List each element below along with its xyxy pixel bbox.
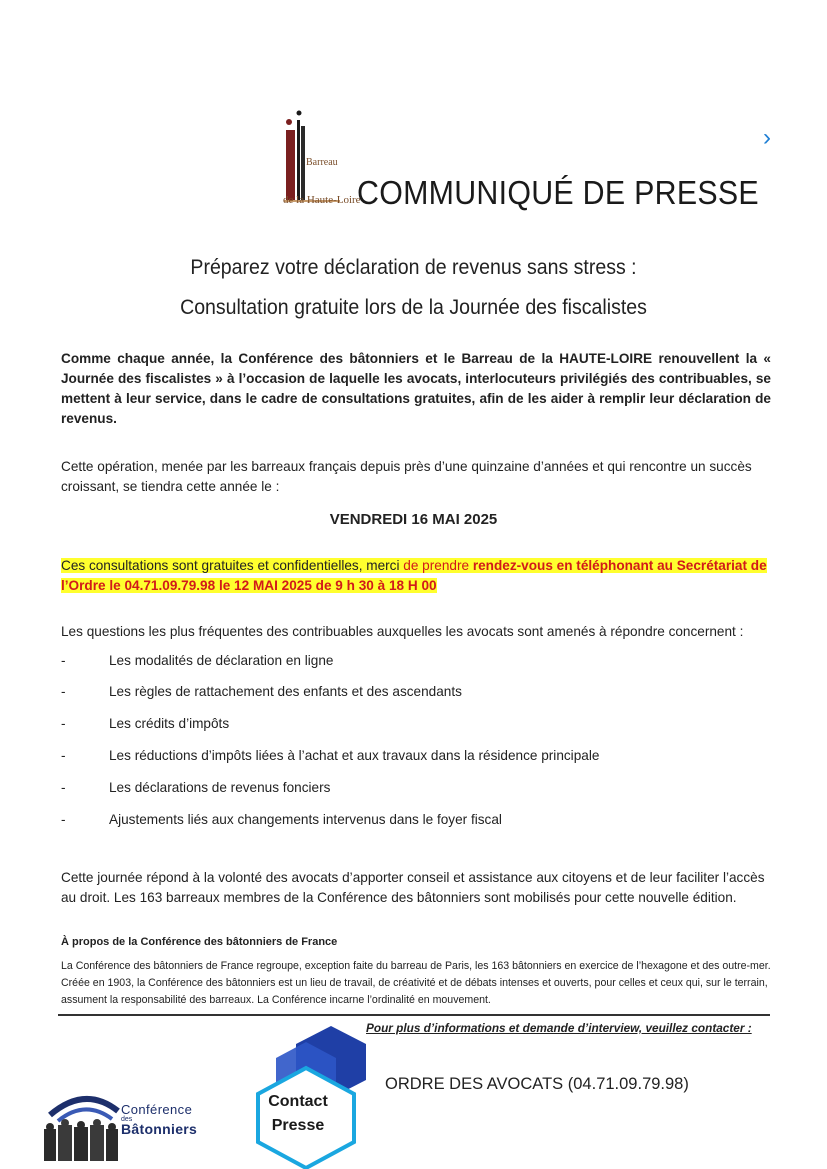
appointment-mid: de prendre xyxy=(403,558,473,573)
conference-logo-text: Conférence xyxy=(121,1102,193,1117)
ordre-contact: ORDRE DES AVOCATS (04.71.09.79.98) xyxy=(385,1075,689,1093)
list-item-text: Les règles de rattachement des enfants et des ascendants xyxy=(109,684,462,699)
conference-logo-des: des xyxy=(121,1116,133,1123)
contact-badge-line1: Contact xyxy=(268,1093,328,1110)
batonniers-logo-text: Bâtonniers xyxy=(121,1121,198,1137)
appointment-paragraph xyxy=(61,556,771,596)
chevron-right-icon[interactable]: › xyxy=(763,124,771,151)
list-item-text: Les déclarations de revenus fonciers xyxy=(109,780,331,795)
list-item-text: Les crédits d’impôts xyxy=(109,716,230,731)
divider xyxy=(58,1014,770,1016)
operation-paragraph: Cette opération, menée par les barreaux français depuis près d’une quinzaine d’années et qui rencontre un succès croissant, se tiendra cette année le : xyxy=(61,459,752,494)
bullet-dash: - xyxy=(61,780,66,795)
subtitle-2: Consultation gratuite lors de la Journée des fiscalistes xyxy=(180,296,647,319)
list-item-text: Les modalités de déclaration en ligne xyxy=(109,653,334,668)
questions-intro: Les questions les plus fréquentes des contribuables auxquelles les avocats sont amenés à répondre concernent : xyxy=(61,624,744,639)
list-item-text: Ajustements liés aux changements intervenus dans le foyer fiscal xyxy=(109,812,502,827)
event-date: VENDREDI 16 MAI 2025 xyxy=(329,511,498,528)
bullet-dash: - xyxy=(61,716,66,731)
bullet-dash: - xyxy=(61,812,66,827)
bullet-dash: - xyxy=(61,684,66,699)
bullet-dash: - xyxy=(61,653,66,668)
page-title: COMMUNIQUÉ DE PRESSE xyxy=(357,174,759,211)
contact-line: Pour plus d’informations et demande d’interview, veuillez contacter : xyxy=(366,1021,752,1035)
list-item-text: Les réductions d’impôts liées à l’achat et aux travaux dans la résidence principale xyxy=(109,748,600,763)
contact-badge-line2: Presse xyxy=(271,1117,325,1134)
appointment-phone-link[interactable]: rendez-vous en téléphonant au Secrétariat de l’Ordre le 04.71.09.79.98 le 12 MAI 2025 de 9 h 30 à 18 H 00 xyxy=(61,558,767,593)
intro-paragraph: Comme chaque année, la Conférence des bâtonniers et le Barreau de la HAUTE-LOIRE renouvellent la « Journée des fiscalistes » à l’occasion de laquelle les avocats, interlocuteurs privilégiés des contribuables, se mettent à leur service, dans le cadre de consultations gratuites, afin de les aider à remplir leur déclaration de revenus. xyxy=(61,351,771,426)
closing-paragraph: Cette journée répond à la volonté des avocats d’apporter conseil et assistance aux citoyens et de leur faciliter l’accès au droit. Les 163 barreaux membres de la Conférence des bâtonniers sont mobilisés pour cette nouvelle édition. xyxy=(61,870,765,905)
appointment-plain: Ces consultations sont gratuites et confidentielles, merci xyxy=(61,558,404,573)
about-body: La Conférence des bâtonniers de France regroupe, exception faite du barreau de Paris, les 163 bâtonniers en exercice de l’hexagone et des outre-mer. Créée en 1903, la Conférence des bâtonniers est un lieu de travail, de créativité et de débats intenses et ouverts, pour celles et ceux qui, sur le terrain, assument la responsabilité des barreaux. La Conférence incarne l’ordinalité en mouvement. xyxy=(61,960,771,1006)
about-title: À propos de la Conférence des bâtonniers de France xyxy=(61,936,338,948)
subtitle-1: Préparez votre déclaration de revenus sans stress : xyxy=(190,256,637,279)
logo-text-haute-loire: de la Haute-Loire xyxy=(283,194,361,206)
bullet-dash: - xyxy=(61,748,66,763)
logo-text-barreau: Barreau xyxy=(306,157,338,168)
